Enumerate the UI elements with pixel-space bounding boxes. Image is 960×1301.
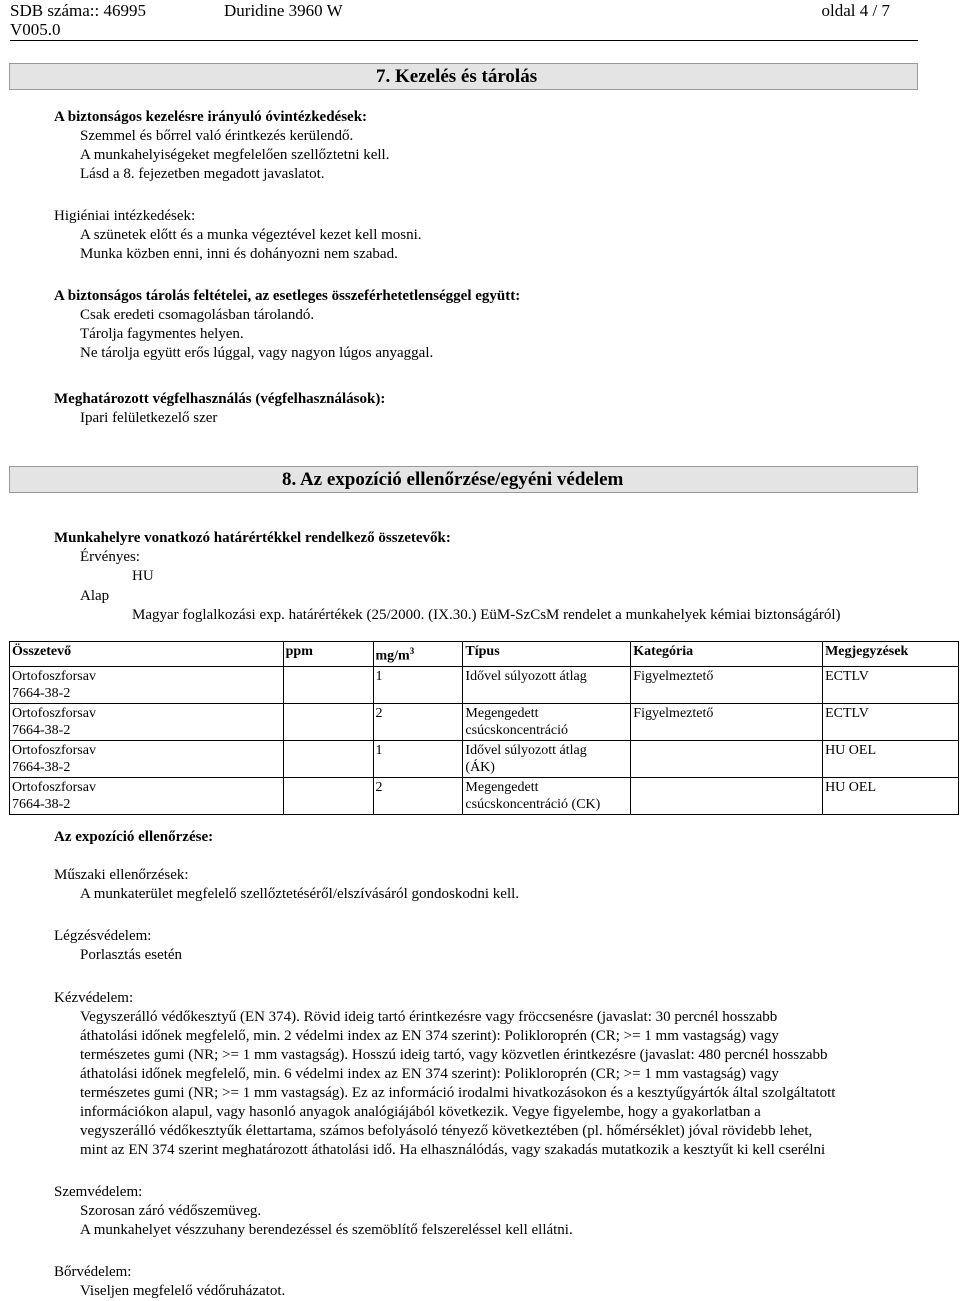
mg-cell: 1 <box>373 740 463 777</box>
basis-value: Magyar foglalkozási exp. határértékek (25/2000. (IX.30.) EüM-SzCsM rendelet a munkahelyek kémiai biztonságáról) <box>132 607 841 623</box>
cas-number: 7664-38-2 <box>12 685 71 701</box>
type-line: Megengedett <box>465 779 539 795</box>
type-line: csúcskoncentráció <box>465 722 569 738</box>
ppm-cell <box>283 703 373 740</box>
table-header-row <box>10 642 959 667</box>
component-cell <box>10 666 284 703</box>
type-line: Megengedett <box>465 705 539 721</box>
notes-cell: ECTLV <box>823 703 959 740</box>
valid-value: HU <box>132 568 154 584</box>
type-cell <box>463 740 631 777</box>
hand-protection-line: Vegyszerálló védőkesztyű (EN 374). Rövid ideig tartó érintkezésre vagy fröccsenésre (javaslat: 30 percnél hosszabb <box>80 1009 778 1025</box>
component-cell <box>10 777 284 814</box>
storage-line: Tárolja fagymentes helyen. <box>80 326 244 342</box>
component-name: Ortofoszforsav <box>12 742 96 758</box>
notes-cell: HU OEL <box>823 777 959 814</box>
safe-handling-heading: A biztonságos kezelésre irányuló óvintézkedések: <box>54 109 368 125</box>
hygiene-line: Munka közben enni, inni és dohányozni nem szabad. <box>80 246 398 262</box>
category-cell: Figyelmeztető <box>631 703 823 740</box>
hand-protection-line: mint az EN 374 szerint meghatározott áthatolási idő. Ha elhasználódás, vagy szakadás mutatkozik a kesztyűt ki kell cserélni <box>80 1142 826 1158</box>
section-8-band <box>9 466 918 493</box>
mg-unit: mg/m <box>375 648 410 664</box>
mg-cell: 1 <box>373 666 463 703</box>
type-line: Idővel súlyozott átlag <box>465 742 587 758</box>
notes-cell: ECTLV <box>823 666 959 703</box>
basis-label: Alap <box>80 588 110 604</box>
type-cell <box>463 666 631 703</box>
hand-protection-heading: Kézvédelem: <box>54 990 134 1006</box>
hygiene-heading: Higiéniai intézkedések: <box>54 208 196 224</box>
component-name: Ortofoszforsav <box>12 668 96 684</box>
table-row <box>10 740 959 777</box>
ppm-cell <box>283 740 373 777</box>
page-header <box>10 0 918 41</box>
type-line: Idővel súlyozott átlag <box>465 668 587 684</box>
category-cell: Figyelmeztető <box>631 666 823 703</box>
hand-protection-line: vegyszerálló védőkesztyűk élettartama, számos befolyásoló tényező következtében (pl. hőmérséklet) jóval rövidebb lehet, <box>80 1123 813 1139</box>
hygiene-line: A szünetek előtt és a munka végeztével kezet kell mosni. <box>80 227 422 243</box>
safe-handling-line: Lásd a 8. fejezetben megadott javaslatot. <box>80 166 325 182</box>
eye-protection-line: A munkahelyet vészzuhany berendezéssel és szemöblítő felszereléssel kell ellátni. <box>80 1222 573 1238</box>
table-row <box>10 703 959 740</box>
exposure-control-heading: Az expozíció ellenőrzése: <box>54 829 214 845</box>
column-header-category: Kategória <box>631 642 823 667</box>
end-use-heading: Meghatározott végfelhasználás (végfelhasználások): <box>54 391 386 407</box>
sdb-number: SDB száma:: 46995 <box>10 1 146 20</box>
cas-number: 7664-38-2 <box>12 759 71 775</box>
mg-cell: 2 <box>373 703 463 740</box>
respiratory-text: Porlasztás esetén <box>80 947 183 963</box>
engineering-text: A munkaterület megfelelő szellőztetéséről/elszívásáról gondoskodni kell. <box>80 886 520 902</box>
section-7-band <box>9 63 918 90</box>
page-number: oldal 4 / 7 <box>821 1 890 20</box>
column-header-mg <box>373 642 463 667</box>
engineering-heading: Műszaki ellenőrzések: <box>54 867 189 883</box>
valid-label: Érvényes: <box>80 549 140 565</box>
table-row <box>10 666 959 703</box>
hand-protection-line: természetes gumi (NR; >= 1 mm vastagság). Ez az információ irodalmi hivatkozásokon és a kesztyűgyártók által szolgáltatott <box>80 1085 836 1101</box>
safe-handling-line: Szemmel és bőrrel való érintkezés kerülendő. <box>80 128 354 144</box>
component-cell <box>10 740 284 777</box>
category-cell <box>631 777 823 814</box>
type-line: csúcskoncentráció (CK) <box>465 796 601 812</box>
column-header-type: Típus <box>463 642 631 667</box>
hand-protection-line: áthatolási időnek megfelelő, min. 2 védelmi index az EN 374 szerint): Polikloroprén (CR; >= 1 mm vastagság) vagy <box>80 1028 779 1044</box>
skin-protection-text: Viseljen megfelelő védőruházatot. <box>80 1283 286 1299</box>
eye-protection-heading: Szemvédelem: <box>54 1184 143 1200</box>
hand-protection-line: természetes gumi (NR; >= 1 mm vastagság). Hosszú ideig tartó, vagy közvetlen érintkezésre (javaslat: 480 percnél hosszabb <box>80 1047 828 1063</box>
table-row <box>10 777 959 814</box>
column-header-ppm: ppm <box>283 642 373 667</box>
storage-line: Ne tárolja együtt erős lúggal, vagy nagyon lúgos anyaggal. <box>80 345 434 361</box>
hand-protection-line: információkon alapul, vagy hasonló anyagok analógiájából következik. Vegye figyelembe, hogy a gyakorlatban a <box>80 1104 761 1120</box>
cas-number: 7664-38-2 <box>12 796 71 812</box>
category-cell <box>631 740 823 777</box>
storage-line: Csak eredeti csomagolásban tárolandó. <box>80 307 315 323</box>
storage-heading: A biztonságos tárolás feltételei, az esetleges összeférhetetlenséggel együtt: <box>54 288 521 304</box>
type-cell <box>463 703 631 740</box>
notes-cell: HU OEL <box>823 740 959 777</box>
type-cell <box>463 777 631 814</box>
component-name: Ortofoszforsav <box>12 705 96 721</box>
safe-handling-line: A munkahelyiségeket megfelelően szellőztetni kell. <box>80 147 390 163</box>
mg-cell: 2 <box>373 777 463 814</box>
eye-protection-line: Szorosan záró védőszemüveg. <box>80 1203 262 1219</box>
mg-unit-superscript: 3 <box>409 646 415 656</box>
section-8-title: 8. Az expozíció ellenőrzése/egyéni védelem <box>282 469 624 490</box>
version: V005.0 <box>10 20 61 39</box>
section-7-title: 7. Kezelés és tárolás <box>376 66 538 87</box>
cas-number: 7664-38-2 <box>12 722 71 738</box>
end-use-line: Ipari felületkezelő szer <box>80 410 218 426</box>
type-line: (ÁK) <box>465 759 495 775</box>
component-cell <box>10 703 284 740</box>
workplace-limits-heading: Munkahelyre vonatkozó határértékkel rendelkező összetevők: <box>54 530 451 546</box>
skin-protection-heading: Bőrvédelem: <box>54 1264 132 1280</box>
component-name: Ortofoszforsav <box>12 779 96 795</box>
hand-protection-line: áthatolási időnek megfelelő, min. 6 védelmi index az EN 374 szerint): Polikloroprén (CR; >= 1 mm vastagság) vagy <box>80 1066 779 1082</box>
ppm-cell <box>283 777 373 814</box>
column-header-component: Összetevő <box>10 642 284 667</box>
product-name: Duridine 3960 W <box>224 1 343 20</box>
ppm-cell <box>283 666 373 703</box>
respiratory-heading: Légzésvédelem: <box>54 928 152 944</box>
column-header-notes: Megjegyzések <box>823 642 959 667</box>
exposure-limits-table <box>9 641 959 815</box>
